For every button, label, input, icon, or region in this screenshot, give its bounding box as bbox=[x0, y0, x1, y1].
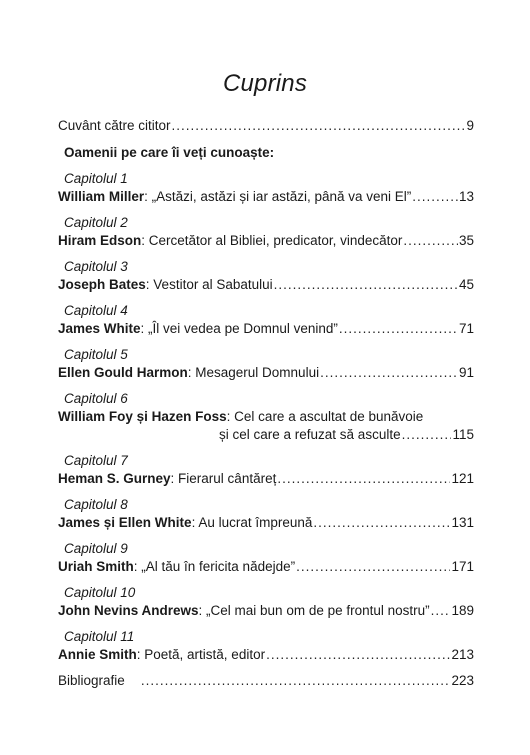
entry-subtitle: : Poetă, artistă, editor bbox=[136, 647, 266, 662]
toc-entry[interactable] bbox=[58, 628, 474, 664]
page-number: 131 bbox=[451, 515, 474, 530]
dot-leader bbox=[320, 364, 458, 382]
chapter-label: Capitolul 4 bbox=[64, 303, 128, 318]
page-number: 171 bbox=[451, 559, 474, 574]
chapter-label: Capitolul 2 bbox=[64, 215, 128, 230]
toc-entry[interactable] bbox=[58, 390, 474, 444]
dot-leader bbox=[402, 426, 452, 444]
entry-line bbox=[58, 602, 474, 620]
entry-line bbox=[58, 188, 474, 206]
entry-line bbox=[58, 408, 474, 426]
entry-line bbox=[58, 232, 474, 250]
entry-subtitle: : Cercetător al Bibliei, predicator, vindecător bbox=[141, 233, 403, 248]
chapter-label: Capitolul 9 bbox=[64, 541, 128, 556]
page-number: 213 bbox=[451, 647, 474, 662]
person-name: Joseph Bates bbox=[58, 277, 146, 292]
page-number: 45 bbox=[458, 277, 474, 292]
entry-title bbox=[58, 320, 338, 338]
entry-subtitle: : Mesagerul Domnului bbox=[187, 365, 320, 380]
toc-entry[interactable] bbox=[58, 496, 474, 532]
section-heading: Oamenii pe care îi veți cunoaște: bbox=[64, 145, 275, 160]
page-number: 13 bbox=[458, 189, 474, 204]
toc-entry[interactable] bbox=[58, 302, 474, 338]
dot-leader bbox=[274, 276, 458, 294]
entry-title bbox=[58, 514, 312, 532]
page-number: 35 bbox=[458, 233, 474, 248]
dot-leader bbox=[172, 117, 466, 135]
toc-intro-page: 9 bbox=[466, 118, 474, 133]
toc-entry[interactable] bbox=[58, 540, 474, 576]
page-number: 189 bbox=[451, 603, 474, 618]
entry-title bbox=[58, 232, 402, 250]
dot-leader bbox=[313, 514, 450, 532]
page-title: Cuprins bbox=[222, 70, 308, 97]
person-name: Heman S. Gurney bbox=[58, 471, 171, 486]
toc-entry[interactable] bbox=[58, 452, 474, 488]
dot-leader bbox=[277, 470, 450, 488]
chapter-label: Capitolul 11 bbox=[64, 629, 135, 644]
chapter-label: Capitolul 3 bbox=[64, 259, 128, 274]
person-name: Annie Smith bbox=[58, 647, 137, 662]
person-name: William Miller bbox=[58, 189, 145, 204]
toc-intro-label: Cuvânt către cititor bbox=[58, 118, 171, 133]
person-name: William Foy și Hazen Foss bbox=[58, 409, 227, 424]
entry-title bbox=[58, 188, 411, 206]
entry-title bbox=[58, 558, 295, 576]
toc-bibliography-label: Bibliografie bbox=[58, 673, 125, 688]
entry-subtitle: : Fierarul cântăreț bbox=[170, 471, 277, 486]
dot-leader bbox=[339, 320, 458, 338]
entry-line bbox=[58, 514, 474, 532]
person-name: John Nevins Andrews bbox=[58, 603, 199, 618]
toc-entry[interactable] bbox=[58, 214, 474, 250]
dot-leader bbox=[141, 672, 451, 690]
dot-leader bbox=[296, 558, 450, 576]
person-name: Hiram Edson bbox=[58, 233, 142, 248]
page-number: 71 bbox=[458, 321, 474, 336]
toc-entry[interactable] bbox=[58, 346, 474, 382]
chapter-label: Capitolul 6 bbox=[64, 391, 128, 406]
person-name: James White bbox=[58, 321, 141, 336]
chapter-label: Capitolul 10 bbox=[64, 585, 136, 600]
toc-bibliography-row[interactable] bbox=[58, 672, 474, 690]
entry-subtitle: : „Astăzi, astăzi și iar astăzi, până va veni El” bbox=[144, 189, 412, 204]
dot-leader bbox=[431, 602, 451, 620]
toc-entry[interactable] bbox=[58, 258, 474, 294]
entry-line bbox=[58, 646, 474, 664]
entry-line bbox=[58, 364, 474, 382]
dot-leader bbox=[412, 188, 458, 206]
dot-leader bbox=[403, 232, 458, 250]
entry-line bbox=[58, 320, 474, 338]
entry-title bbox=[58, 646, 265, 664]
entry-title bbox=[58, 470, 276, 488]
toc-bibliography-page: 223 bbox=[451, 673, 474, 688]
entry-subtitle: : Vestitor al Sabatului bbox=[145, 277, 273, 292]
entry-title bbox=[58, 364, 319, 382]
page-number: 115 bbox=[452, 427, 474, 442]
chapter-label: Capitolul 7 bbox=[64, 453, 128, 468]
entry-subtitle: : „Cel mai bun om de pe frontul nostru” bbox=[198, 603, 430, 618]
toc-entry[interactable] bbox=[58, 584, 474, 620]
page-number: 121 bbox=[451, 471, 474, 486]
entry-title bbox=[58, 602, 430, 620]
entry-subtitle: : „Îl vei vedea pe Domnul venind” bbox=[140, 321, 338, 336]
table-of-contents bbox=[58, 117, 474, 690]
entry-line bbox=[58, 426, 474, 444]
person-name: James și Ellen White bbox=[58, 515, 192, 530]
entry-title bbox=[58, 276, 273, 294]
entry-line bbox=[58, 558, 474, 576]
chapter-label: Capitolul 8 bbox=[64, 497, 128, 512]
toc-entries bbox=[58, 170, 474, 664]
toc-intro-row[interactable] bbox=[58, 117, 474, 135]
dot-leader bbox=[266, 646, 450, 664]
entry-subtitle-continued: și cel care a refuzat să asculte bbox=[219, 427, 401, 442]
person-name: Uriah Smith bbox=[58, 559, 134, 574]
page-number: 91 bbox=[458, 365, 474, 380]
chapter-label: Capitolul 5 bbox=[64, 347, 128, 362]
entry-subtitle: : „Al tău în fericita nădejde” bbox=[133, 559, 296, 574]
entry-subtitle: : Cel care a ascultat de bunăvoie bbox=[226, 409, 424, 424]
person-name: Ellen Gould Harmon bbox=[58, 365, 188, 380]
entry-title bbox=[58, 408, 423, 426]
entry-line bbox=[58, 276, 474, 294]
chapter-label: Capitolul 1 bbox=[64, 171, 128, 186]
toc-entry[interactable] bbox=[58, 170, 474, 206]
entry-subtitle: : Au lucrat împreună bbox=[191, 515, 313, 530]
entry-line bbox=[58, 470, 474, 488]
